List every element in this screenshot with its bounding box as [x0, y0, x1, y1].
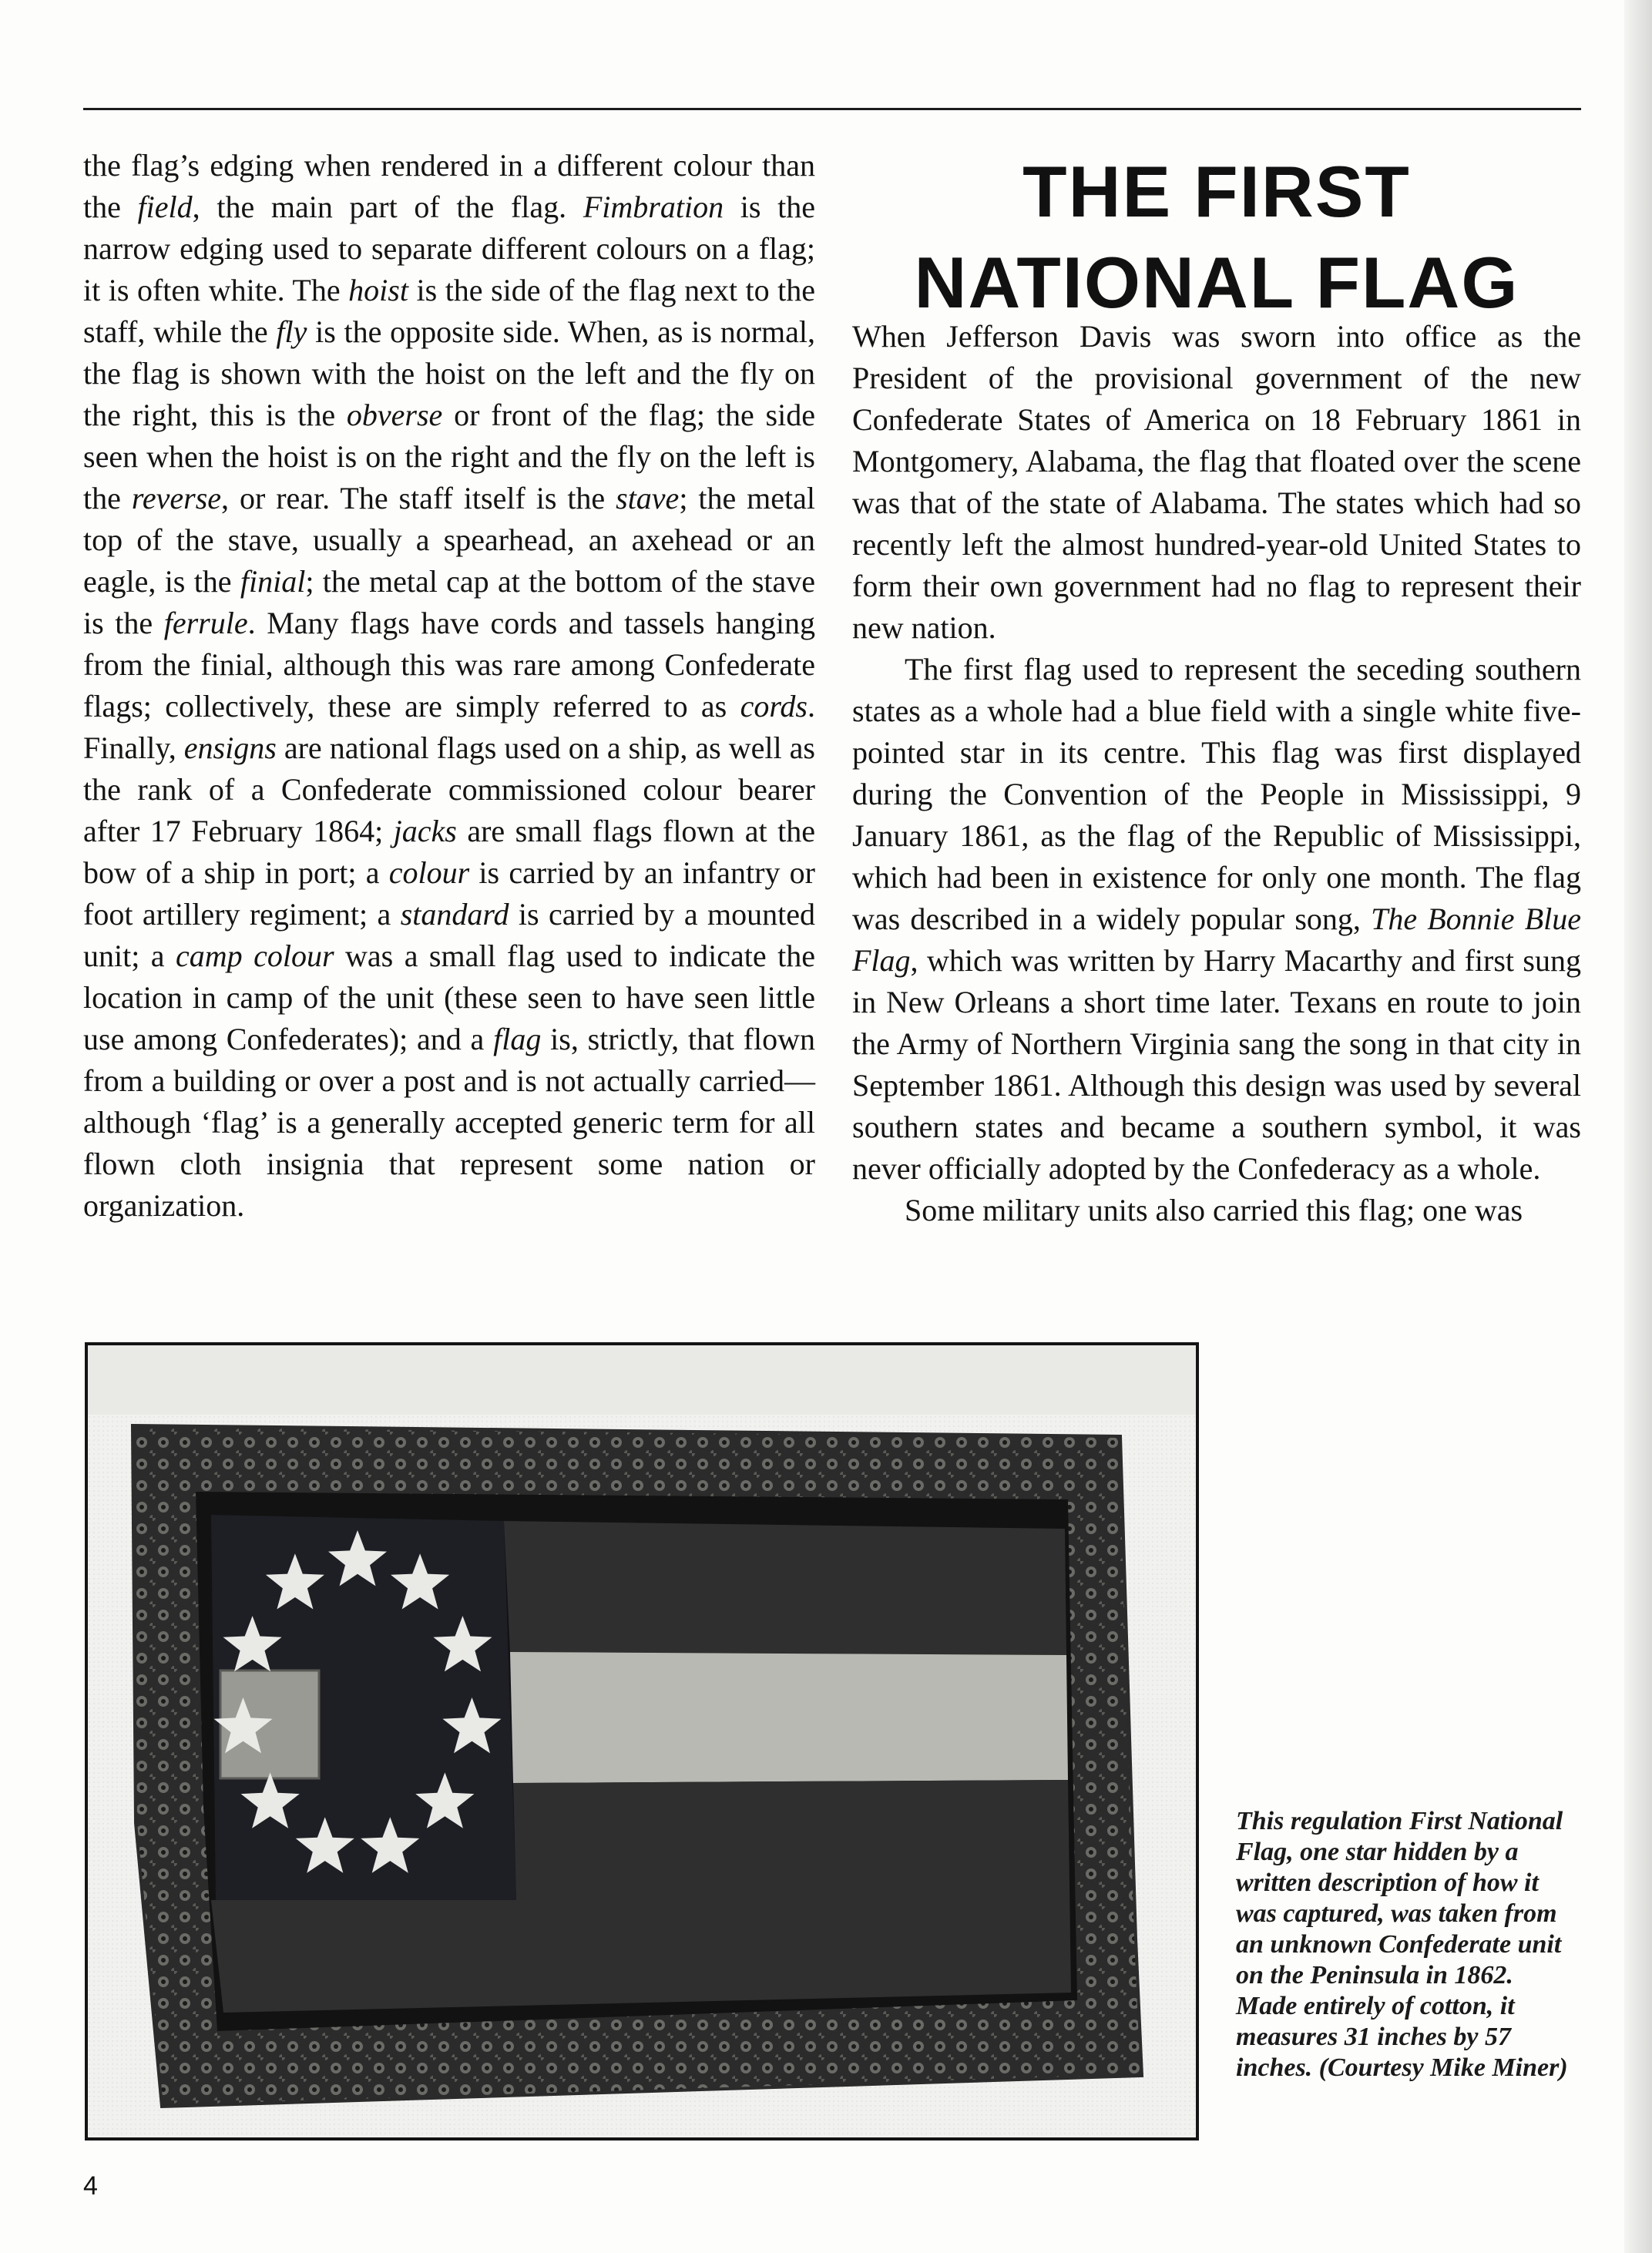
flag-white-bar: [510, 1652, 1068, 1783]
paragraph: the flag’s edging when rendered in a different colour than the field, the main part of the flag. Fimbration is the narrow edging used to separate different colours on a flag; it is often white. The hoist is the side of the flag next to the staff, while the fly is the opposite side. When, as is normal, the flag is shown with the hoist on the left and the fly on the right, this is the obverse or front of the flag; the side seen when the hoist is on the right and the fly on the left is the reverse, or rear. The staff itself is the stave; the metal top of the stave, usually a spearhead, an axehead or an eagle, is the finial; the metal cap at the bottom of the stave is the ferrule. Many flags have cords and tassels hanging from the finial, although this was rare among Confederate flags; collectively, these are simply referred to as cords. Finally, ensigns are national flags used on a ship, as well as the rank of a Confederate commissioned colour bearer after 17 February 1864; jacks are small flags flown at the bow of a ship in port; a colour is carried by an infantry or foot artillery regiment; a standard is carried by a mounted unit; a camp colour was a small flag used to indicate the location in camp of the unit (these seen to have seen little use among Confederates); and a flag is, strictly, that flown from a building or over a post and is not actually carried—although ‘flag’ is a generally accepted generic term for all flown cloth insignia that represent some nation or organization.: [83, 148, 816, 1223]
flag-photograph: [85, 1342, 1199, 2141]
paragraph: When Jefferson Davis was sworn into office as the President of the provisional government of the new Confederate States of America on 18 February 1861 in Montgomery, Alabama, the flag that floated over the scene was that of the state of Alabama. The states which had so recently left the almost hundred-year-old United States to form their own government had no flag to represent their new nation.: [852, 319, 1581, 645]
section-heading: [852, 146, 1581, 328]
heading-line-1: THE FIRST: [1022, 151, 1411, 232]
top-rule: [83, 108, 1581, 110]
photo-caption: This regulation First National Flag, one star hidden by a written description of how it was captured, was taken from an unknown Confederate unit on the Peninsula in 1862. Made entirely of cotton, it measures 31 inches by 57 inches. (Courtesy Mike Miner): [1236, 1807, 1568, 2082]
paragraph: The first flag used to represent the seceding southern states as a whole had a blue field with a single white five-pointed star in its centre. This flag was first displayed during the Convention of the People in Mississippi, 9 January 1861, as the flag of the Republic of Mississippi, which had been in existence for only one month. The flag was described in a widely popular song, The Bonnie Blue Flag, which was written by Harry Macarthy and first sung in New Orleans a short time later. Texans en route to join the Army of Northern Virginia sang the song in that city in September 1861. Although this design was used by several southern states and became a southern symbol, it was never officially adopted by the Confederacy as a whole.: [852, 652, 1581, 1186]
page-number: 4: [83, 2171, 98, 2201]
flag-top-red-bar: [504, 1521, 1066, 1655]
right-column: [852, 316, 1581, 1231]
heading-line-2: NATIONAL FLAG: [914, 242, 1519, 323]
flag: [211, 1515, 1071, 2013]
paragraph: Some military units also carried this flag; one was: [905, 1193, 1523, 1227]
left-column: [83, 145, 815, 1227]
page-edge-shadow: [1624, 0, 1652, 2253]
framed-flag-image: [88, 1345, 1196, 2137]
